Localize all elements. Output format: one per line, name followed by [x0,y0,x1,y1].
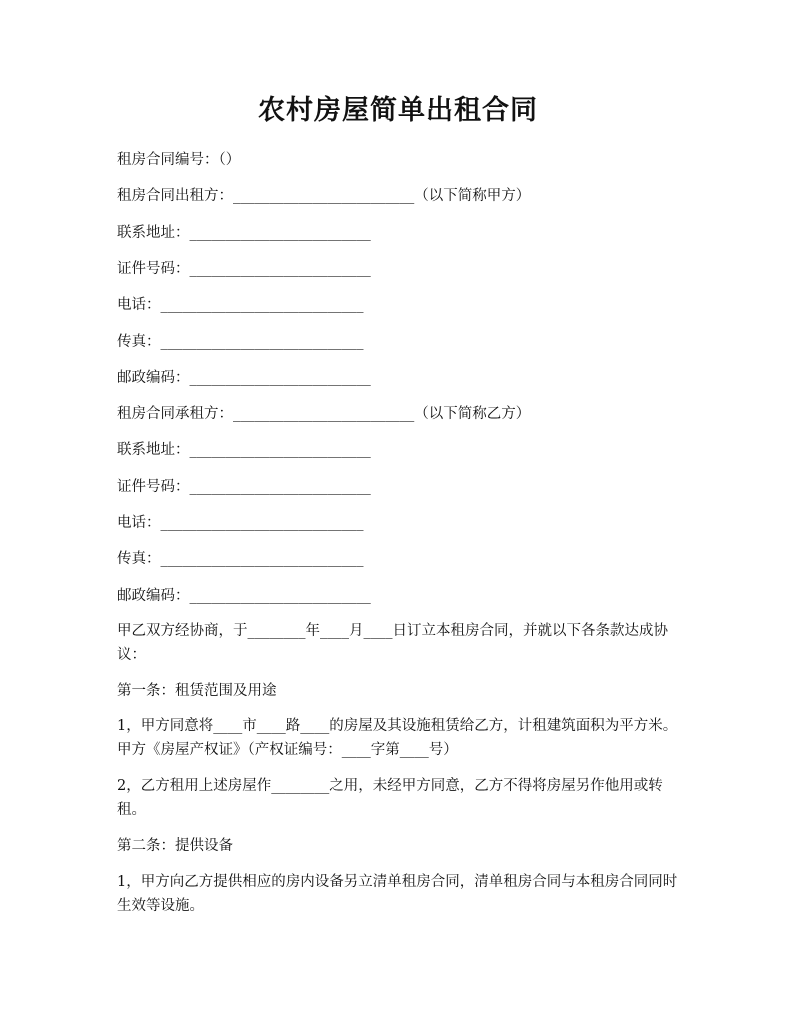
article2-heading: 第二条：提供设备 [117,838,233,854]
lessor-fax-field: 传真：____________________________ [117,334,364,350]
lessor-postcode-field: 邮政编码：_________________________ [117,370,371,386]
contract-number: 租房合同编号：（） [117,152,241,168]
lessor-address-field: 联系地址：_________________________ [117,225,371,241]
lessee-phone-field: 电话：____________________________ [117,515,364,531]
lessee-fax-field: 传真：____________________________ [117,551,364,567]
document-title: 农村房屋简单出租合同 [258,95,538,126]
lessor-name-field: 租房合同出租方：_________________________（以下简称甲方） [117,188,531,204]
article2-clause1: 1，甲方向乙方提供相应的房内设备另立清单租房合同，清单租房合同与本租房合同同时生效等设施。 [117,874,678,914]
article1-clause1: 1，甲方同意将____市____路____的房屋及其设施租赁给乙方，计租建筑面积为平方米。甲方《房屋产权证》（产权证编号：____字第____号） [117,718,678,758]
lessee-address-field: 联系地址：_________________________ [117,442,371,458]
article1-heading: 第一条：租赁范围及用途 [117,683,277,699]
preamble-paragraph: 甲乙双方经协商，于________年____月____日订立本租房合同，并就以下各条款达成协议： [117,623,668,663]
lessee-id-number-field: 证件号码：_________________________ [117,479,371,495]
lessee-name-field: 租房合同承租方：_________________________（以下简称乙方） [117,406,531,422]
lessor-id-number-field: 证件号码：_________________________ [117,261,371,277]
article1-clause2: 2，乙方租用上述房屋作________之用，未经甲方同意，乙方不得将房屋另作他用或转租。 [117,778,663,818]
lessor-phone-field: 电话：____________________________ [117,297,364,313]
lessee-postcode-field: 邮政编码：_________________________ [117,588,371,604]
